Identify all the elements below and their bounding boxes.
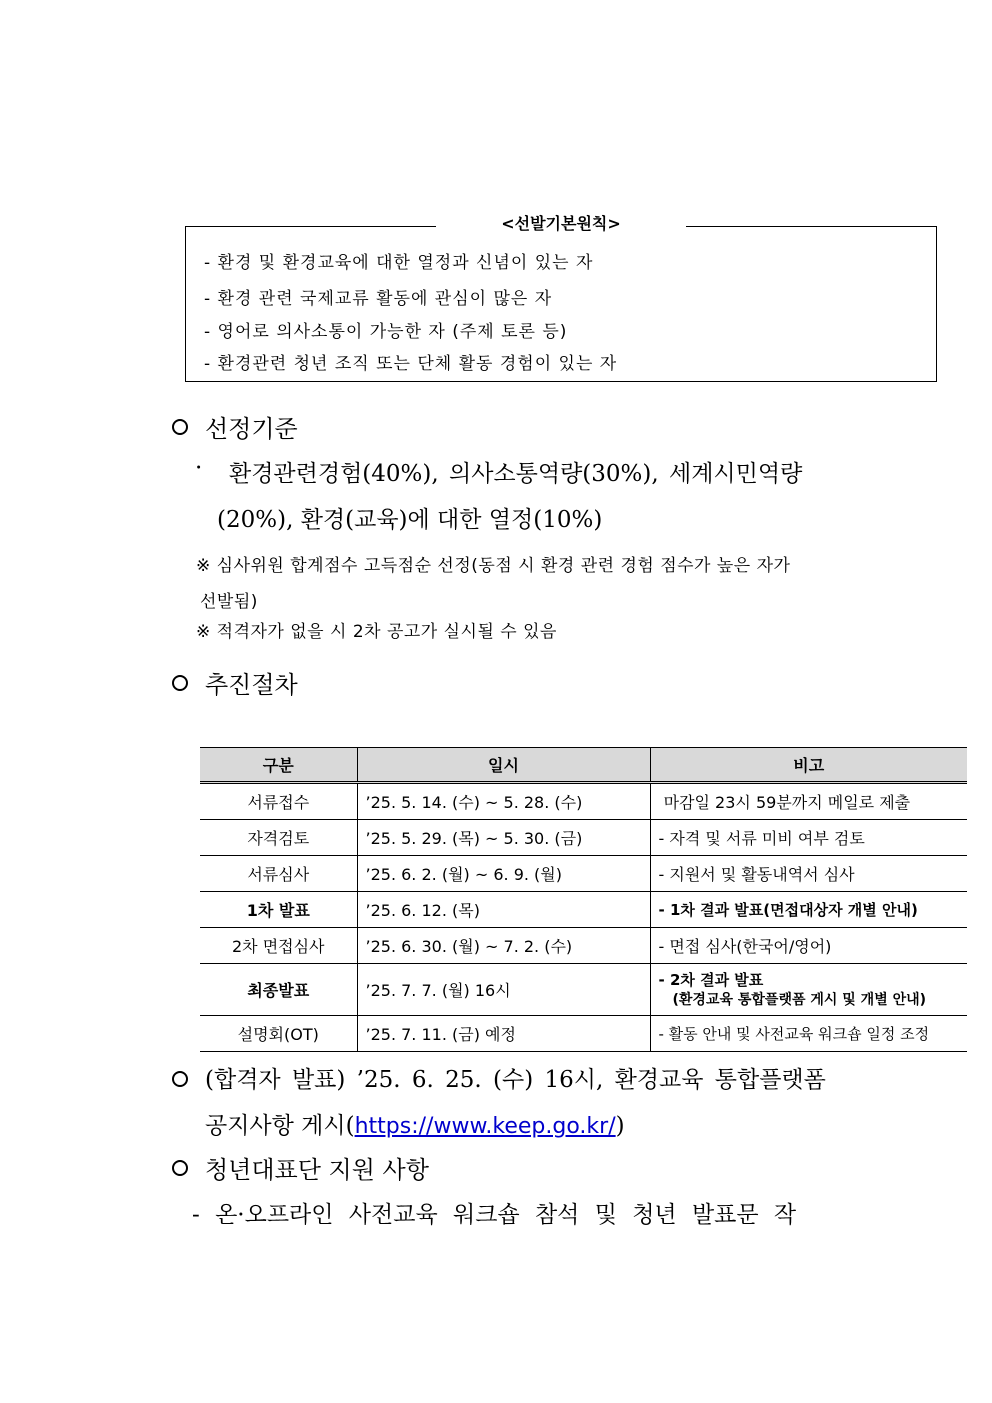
support-item-1: - 온·오프라인 사전교육 워크숍 참석 및 청년 발표문 작 bbox=[192, 1202, 797, 1228]
announcement-prefix: 공지사항 게시( bbox=[205, 1113, 355, 1139]
table-row bbox=[200, 1016, 967, 1052]
note-line-2: (환경교육 통합플랫폼 게시 및 개별 안내) bbox=[672, 991, 927, 1008]
table-row bbox=[200, 892, 967, 928]
principle-item: - 환경 관련 국제교류 활동에 관심이 많은 자 bbox=[204, 289, 553, 309]
note-cell: - 면접 심사(한국어/영어) bbox=[650, 928, 967, 964]
note-line-1: - 2차 결과 발표 bbox=[658, 970, 764, 989]
date-cell: ’25. 6. 30. (월) ~ 7. 2. (수) bbox=[357, 928, 650, 964]
circle-bullet-icon bbox=[172, 1071, 188, 1087]
date-cell: ’25. 5. 29. (목) ~ 5. 30. (금) bbox=[357, 820, 650, 856]
table-row bbox=[200, 783, 967, 820]
principle-item: - 환경 및 환경교육에 대한 열정과 신념이 있는 자 bbox=[204, 253, 594, 273]
table-row bbox=[200, 820, 967, 856]
table-row bbox=[200, 928, 967, 964]
announcement-line-1: (합격자 발표) ’25. 6. 25. (수) 16시, 환경교육 통합플랫폼 bbox=[205, 1067, 826, 1093]
procedure-heading: 추진절차 bbox=[205, 671, 298, 699]
announcement-line-2 bbox=[205, 1107, 625, 1140]
support-heading: 청년대표단 지원 사항 bbox=[205, 1156, 429, 1184]
criteria-line-2: (20%), 환경(교육)에 대한 열정(10%) bbox=[217, 507, 603, 533]
criteria-note-1a: ※ 심사위원 합계점수 고득점순 선정(동점 시 환경 관련 경험 점수가 높은 자가 bbox=[196, 556, 791, 576]
stage-cell: 서류접수 bbox=[200, 783, 357, 820]
procedure-table bbox=[200, 747, 967, 1052]
date-cell: ’25. 6. 12. (목) bbox=[357, 892, 650, 928]
criteria-note-2: ※ 적격자가 없을 시 2차 공고가 실시될 수 있음 bbox=[196, 622, 557, 642]
criteria-line-1: 환경관련경험(40%), 의사소통역량(30%), 세계시민역량 bbox=[229, 461, 803, 487]
stage-cell: 1차 발표 bbox=[200, 892, 357, 928]
platform-link[interactable]: https://www.keep.go.kr/ bbox=[354, 1114, 616, 1139]
date-cell: ’25. 7. 11. (금) 예정 bbox=[357, 1016, 650, 1052]
table-header-row bbox=[200, 748, 967, 783]
stage-cell: 설명회(OT) bbox=[200, 1016, 357, 1052]
criteria-bullet: · bbox=[195, 455, 203, 481]
date-cell: ’25. 7. 7. (월) 16시 bbox=[357, 964, 650, 1016]
note-cell: - 자격 및 서류 미비 여부 검토 bbox=[650, 820, 967, 856]
circle-bullet-icon bbox=[172, 419, 188, 435]
circle-bullet-icon bbox=[172, 675, 188, 691]
criteria-heading: 선정기준 bbox=[205, 415, 298, 443]
column-header-date: 일시 bbox=[357, 748, 650, 783]
principles-title: <선발기본원칙> bbox=[436, 212, 686, 236]
principle-item: - 영어로 의사소통이 가능한 자 (주제 토론 등) bbox=[204, 322, 568, 342]
circle-bullet-icon bbox=[172, 1160, 188, 1176]
note-cell bbox=[650, 964, 967, 1016]
column-header-stage: 구분 bbox=[200, 748, 357, 783]
note-cell: - 지원서 및 활동내역서 심사 bbox=[650, 856, 967, 892]
note-cell: - 1차 결과 발표(면접대상자 개별 안내) bbox=[650, 892, 967, 928]
note-cell: - 활동 안내 및 사전교육 워크숍 일정 조정 bbox=[650, 1016, 967, 1052]
stage-cell: 서류심사 bbox=[200, 856, 357, 892]
principle-item: - 환경관련 청년 조직 또는 단체 활동 경험이 있는 자 bbox=[204, 354, 618, 374]
criteria-note-1b: 선발됨) bbox=[200, 592, 258, 612]
stage-cell: 자격검토 bbox=[200, 820, 357, 856]
stage-cell: 2차 면접심사 bbox=[200, 928, 357, 964]
stage-cell: 최종발표 bbox=[200, 964, 357, 1016]
table-row bbox=[200, 856, 967, 892]
table-row bbox=[200, 964, 967, 1016]
column-header-note: 비고 bbox=[650, 748, 967, 783]
date-cell: ’25. 6. 2. (월) ~ 6. 9. (월) bbox=[357, 856, 650, 892]
note-cell: 마감일 23시 59분까지 메일로 제출 bbox=[650, 783, 967, 820]
announcement-suffix: ) bbox=[615, 1113, 625, 1139]
date-cell: ’25. 5. 14. (수) ~ 5. 28. (수) bbox=[357, 783, 650, 820]
